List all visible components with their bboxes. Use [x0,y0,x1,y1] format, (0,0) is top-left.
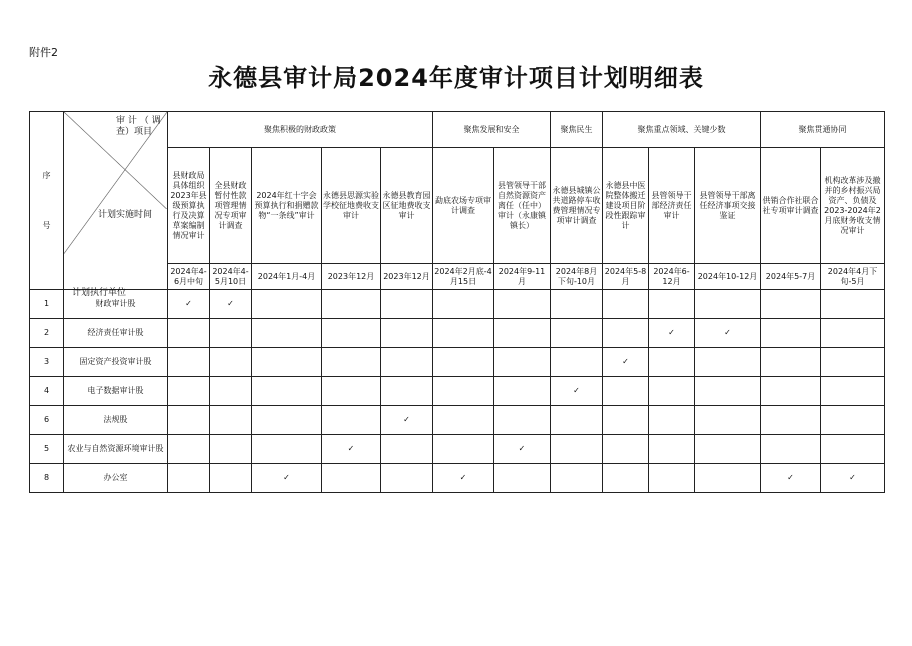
empty-cell [168,377,210,406]
empty-cell [649,290,695,319]
project-name: 全县财政暂付性款项管理情况专项审计调查 [210,148,252,264]
row-seq-number: 6 [30,406,64,435]
executing-unit: 农业与自然资源环境审计股 [64,435,168,464]
empty-cell [210,464,252,493]
project-name: 县财政局具体组织2023年县级预算执行及决算草案编制情况审计 [168,148,210,264]
check-mark: ✓ [433,464,494,493]
empty-cell [322,290,381,319]
empty-cell [551,406,603,435]
unit-row [30,406,885,435]
project-name: 县管领导干部经济责任审计 [649,148,695,264]
unit-row [30,290,885,319]
plan-time: 2024年5-8月 [603,264,649,290]
empty-cell [821,435,885,464]
check-mark: ✓ [252,464,322,493]
empty-cell [761,290,821,319]
empty-cell [551,435,603,464]
empty-cell [603,377,649,406]
attachment-label: 附件2 [29,46,58,59]
empty-cell [821,319,885,348]
plan-time: 2024年4月下旬-5月 [821,264,885,290]
empty-cell [433,377,494,406]
empty-cell [821,290,885,319]
empty-cell [761,348,821,377]
empty-cell [381,435,433,464]
empty-cell [761,435,821,464]
project-name: 永德县思源实验学校征地费收支审计 [322,148,381,264]
seq-header: 序 号 [30,112,64,290]
project-name: 县管领导干部自然资源资产离任（任中）审计（永康镇镇长） [494,148,551,264]
empty-cell [761,406,821,435]
empty-cell [322,319,381,348]
empty-cell [322,377,381,406]
empty-cell [695,348,761,377]
empty-cell [168,464,210,493]
empty-cell [821,377,885,406]
row-seq-number: 3 [30,348,64,377]
empty-cell [433,406,494,435]
executing-unit: 电子数据审计股 [64,377,168,406]
project-name: 供销合作社联合社专项审计调查 [761,148,821,264]
empty-cell [322,406,381,435]
empty-cell [695,290,761,319]
plan-time: 2024年9-11月 [494,264,551,290]
diagonal-header-cell [64,112,168,298]
check-mark: ✓ [381,406,433,435]
empty-cell [433,435,494,464]
empty-cell [695,377,761,406]
empty-cell [433,290,494,319]
empty-cell [210,377,252,406]
empty-cell [649,435,695,464]
empty-cell [252,435,322,464]
empty-cell [381,464,433,493]
plan-time: 2024年6-12月 [649,264,695,290]
project-name: 2024年红十字会预算执行和捐赠款物“一条线”审计 [252,148,322,264]
empty-cell [494,406,551,435]
empty-cell [551,319,603,348]
empty-cell [168,348,210,377]
empty-cell [695,464,761,493]
plan-time: 2024年5-7月 [761,264,821,290]
check-mark: ✓ [649,319,695,348]
empty-cell [761,319,821,348]
empty-cell [494,348,551,377]
row-seq-number: 1 [30,290,64,319]
empty-cell [252,290,322,319]
audit-project-header: 审 计 （ 调 查）项目 [116,116,161,137]
empty-cell [494,290,551,319]
unit-row [30,348,885,377]
group-key-areas: 聚焦重点领域、关键少数 [603,112,761,148]
group-fiscal-policy: 聚焦积极的财政政策 [168,112,433,148]
executing-unit: 办公室 [64,464,168,493]
empty-cell [252,319,322,348]
empty-cell [210,348,252,377]
plan-time: 2024年8月下旬-10月 [551,264,603,290]
check-mark: ✓ [821,464,885,493]
empty-cell [551,348,603,377]
empty-cell [433,319,494,348]
project-name: 县管领导干部离任经济事项交接鉴证 [695,148,761,264]
page-title: 永德县审计局2024年度审计项目计划明细表 [208,64,704,92]
project-name: 永德县中医院整体搬迁建设项目阶段性跟踪审计 [603,148,649,264]
data-rows [30,290,885,493]
empty-cell [603,435,649,464]
check-mark: ✓ [603,348,649,377]
plan-time: 2023年12月 [381,264,433,290]
empty-cell [252,348,322,377]
empty-cell [695,406,761,435]
check-mark: ✓ [322,435,381,464]
group-header-row [30,112,885,148]
plan-time: 2024年1月-4月 [252,264,322,290]
empty-cell [551,290,603,319]
plan-time: 2023年12月 [322,264,381,290]
check-mark: ✓ [494,435,551,464]
empty-cell [494,464,551,493]
empty-cell [551,464,603,493]
empty-cell [322,348,381,377]
empty-cell [381,290,433,319]
project-name: 机构改革涉及撤并的乡村振兴局资产、负债及2023-2024年2月底财务收支情况审计 [821,148,885,264]
empty-cell [168,406,210,435]
empty-cell [381,377,433,406]
empty-cell [210,435,252,464]
empty-cell [433,348,494,377]
executing-unit: 经济责任审计股 [64,319,168,348]
plan-time: 2024年4-6月中旬 [168,264,210,290]
row-seq-number: 4 [30,377,64,406]
empty-cell [821,348,885,377]
unit-row [30,319,885,348]
empty-cell [168,435,210,464]
project-name: 永德县城镇公共道路停车收费管理情况专项审计调查 [551,148,603,264]
check-mark: ✓ [695,319,761,348]
empty-cell [603,406,649,435]
empty-cell [252,406,322,435]
empty-cell [381,348,433,377]
empty-cell [210,406,252,435]
empty-cell [649,348,695,377]
empty-cell [695,435,761,464]
executing-unit: 法规股 [64,406,168,435]
plan-time: 2024年2月底-4月15日 [433,264,494,290]
empty-cell [252,377,322,406]
check-mark: ✓ [761,464,821,493]
empty-cell [821,406,885,435]
row-seq-number: 8 [30,464,64,493]
empty-cell [649,464,695,493]
group-livelihood: 聚焦民生 [551,112,603,148]
plan-time-header: 计划实施时间 [98,210,153,220]
unit-row [30,435,885,464]
audit-plan-table [29,111,885,493]
check-mark: ✓ [551,377,603,406]
empty-cell [494,319,551,348]
row-seq-number: 5 [30,435,64,464]
empty-cell [168,319,210,348]
group-coordination: 聚焦贯通协同 [761,112,885,148]
empty-cell [761,377,821,406]
project-name: 永德县教育园区征地费收支审计 [381,148,433,264]
empty-cell [603,464,649,493]
plan-time: 2024年10-12月 [695,264,761,290]
unit-row [30,464,885,493]
empty-cell [322,464,381,493]
empty-cell [649,377,695,406]
check-mark: ✓ [210,290,252,319]
executing-unit: 固定资产投资审计股 [64,348,168,377]
empty-cell [494,377,551,406]
project-name: 勐底农场专项审计调查 [433,148,494,264]
empty-cell [649,406,695,435]
executing-unit: 财政审计股 [64,290,168,319]
empty-cell [381,319,433,348]
unit-row [30,377,885,406]
executing-unit-header: 计划执行单位 [72,288,127,298]
plan-time: 2024年4-5月10日 [210,264,252,290]
empty-cell [603,319,649,348]
check-mark: ✓ [168,290,210,319]
empty-cell [210,319,252,348]
empty-cell [603,290,649,319]
group-development-security: 聚焦发展和安全 [433,112,551,148]
row-seq-number: 2 [30,319,64,348]
